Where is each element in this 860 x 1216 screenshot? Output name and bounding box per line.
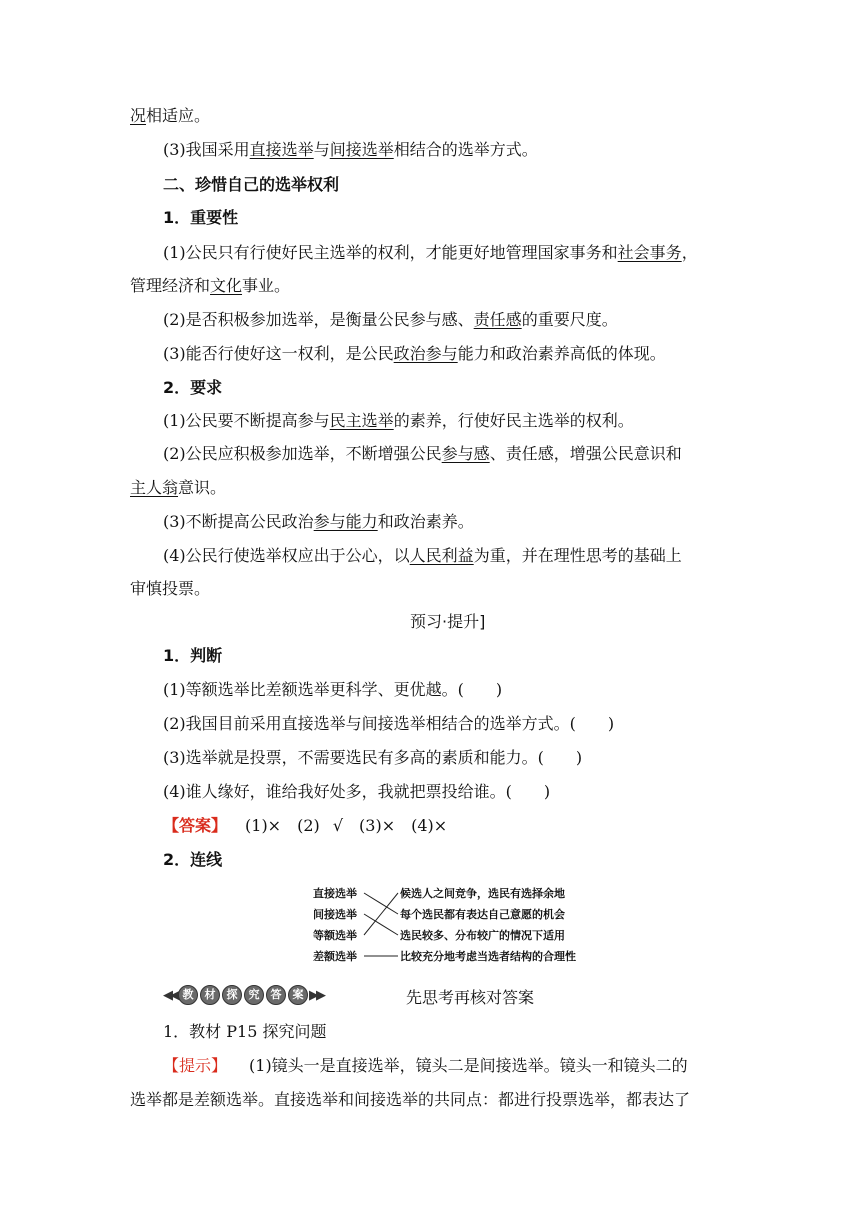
text-line: (2)公民应积极参加选举，不断增强公民参与感、责任感，增强公民意识和 <box>163 444 682 463</box>
answer-line <box>163 816 447 836</box>
text-line: (3)能否行使好这一权利，是公民政治参与能力和政治素养高低的体现。 <box>163 344 666 363</box>
answer-text: (1)× (2) √ (3)× (4)× <box>245 816 448 835</box>
hint-line: 【提示】 (1)镜头一是直接选举，镜头二是间接选举。镜头一和镜头二的 <box>163 1056 688 1075</box>
match-left-3: 等额选举 <box>313 929 357 942</box>
text-line: 况相适应。 <box>130 106 211 125</box>
answer-label: 【答案】 <box>163 816 228 835</box>
match-right-3: 选民较多、分布较广的情况下适用 <box>400 929 565 942</box>
section-heading: 二、珍惜自己的选举权利 <box>163 175 340 194</box>
text-line: (2)是否积极参加选举，是衡量公民参与感、责任感的重要尺度。 <box>163 310 618 329</box>
underlined-term: 参与能力 <box>313 512 378 531</box>
text-line: (3)不断提高公民政治参与能力和政治素养。 <box>163 512 474 531</box>
hint-line: 选举都是差额选举。直接选举和间接选举的共同点：都进行投票选举，都表达了 <box>130 1090 691 1109</box>
question: (1)等额选举比差额选举更科学、更优越。( ) <box>163 680 503 699</box>
underlined-term: 社会事务 <box>617 243 682 262</box>
section-title: 先思考再核对答案 <box>406 988 535 1007</box>
match-connector <box>364 914 398 935</box>
text-line: 管理经济和文化事业。 <box>130 276 291 295</box>
match-connector <box>364 893 398 914</box>
underlined-term: 参与感 <box>441 444 490 463</box>
double-right-arrow-icon: ▶▶ <box>309 987 323 1003</box>
question: (4)谁人缘好，谁给我好处多，我就把票投给谁。( ) <box>163 782 551 801</box>
subsection-heading: 2．要求 <box>163 378 223 397</box>
underlined-term: 民主选举 <box>329 411 394 430</box>
underlined-term: 政治参与 <box>393 344 458 363</box>
text-line: 主人翁意识。 <box>130 478 227 497</box>
underlined-term: 文化 <box>210 276 243 295</box>
text-line: (1)公民要不断提高参与民主选举的素养，行使好民主选举的权利。 <box>163 411 634 430</box>
text-line: (3)我国采用直接选举与间接选举相结合的选举方式。 <box>163 140 538 159</box>
hint-label: 【提示】 <box>163 1056 228 1075</box>
subsection-heading: 1．教材 P15 探究问题 <box>163 1022 327 1041</box>
double-left-arrow-icon: ◀◀ <box>163 987 177 1003</box>
subsection-heading: 2．连线 <box>163 850 223 869</box>
match-left-1: 直接选举 <box>313 887 357 900</box>
underlined-term: 责任感 <box>473 310 522 329</box>
match-right-2: 每个选民都有表达自己意愿的机会 <box>400 908 565 921</box>
question: (3)选举就是投票，不需要选民有多高的素质和能力。( ) <box>163 748 583 767</box>
textbook-answer-badge: ◀◀ 教 材 探 究 答 案 ▶▶ <box>163 985 323 1005</box>
match-connector <box>364 893 398 935</box>
section-title: 预习·提升] <box>410 612 486 631</box>
underlined-term: 人民利益 <box>409 546 474 565</box>
underlined-term: 主人翁 <box>130 478 179 497</box>
subsection-heading: 1．判断 <box>163 646 223 665</box>
text-line: (1)公民只有行使好民主选举的权利，才能更好地管理国家事务和社会事务， <box>163 243 698 262</box>
text-line: (4)公民行使选举权应出于公心，以人民利益为重，并在理性思考的基础上 <box>163 546 682 565</box>
matching-diagram <box>310 884 610 966</box>
subsection-heading: 1．重要性 <box>163 208 239 227</box>
match-left-4: 差额选举 <box>313 950 357 963</box>
underlined-term: 况 <box>130 106 147 125</box>
text-line: 审慎投票。 <box>130 579 211 598</box>
underlined-term: 直接选举 <box>249 140 314 159</box>
match-right-1: 候选人之间竞争，选民有选择余地 <box>400 887 565 900</box>
question: (2)我国目前采用直接选举与间接选举相结合的选举方式。( ) <box>163 714 615 733</box>
match-right-4: 比较充分地考虑当选者结构的合理性 <box>400 950 576 963</box>
match-left-2: 间接选举 <box>313 908 357 921</box>
underlined-term: 间接选举 <box>329 140 394 159</box>
